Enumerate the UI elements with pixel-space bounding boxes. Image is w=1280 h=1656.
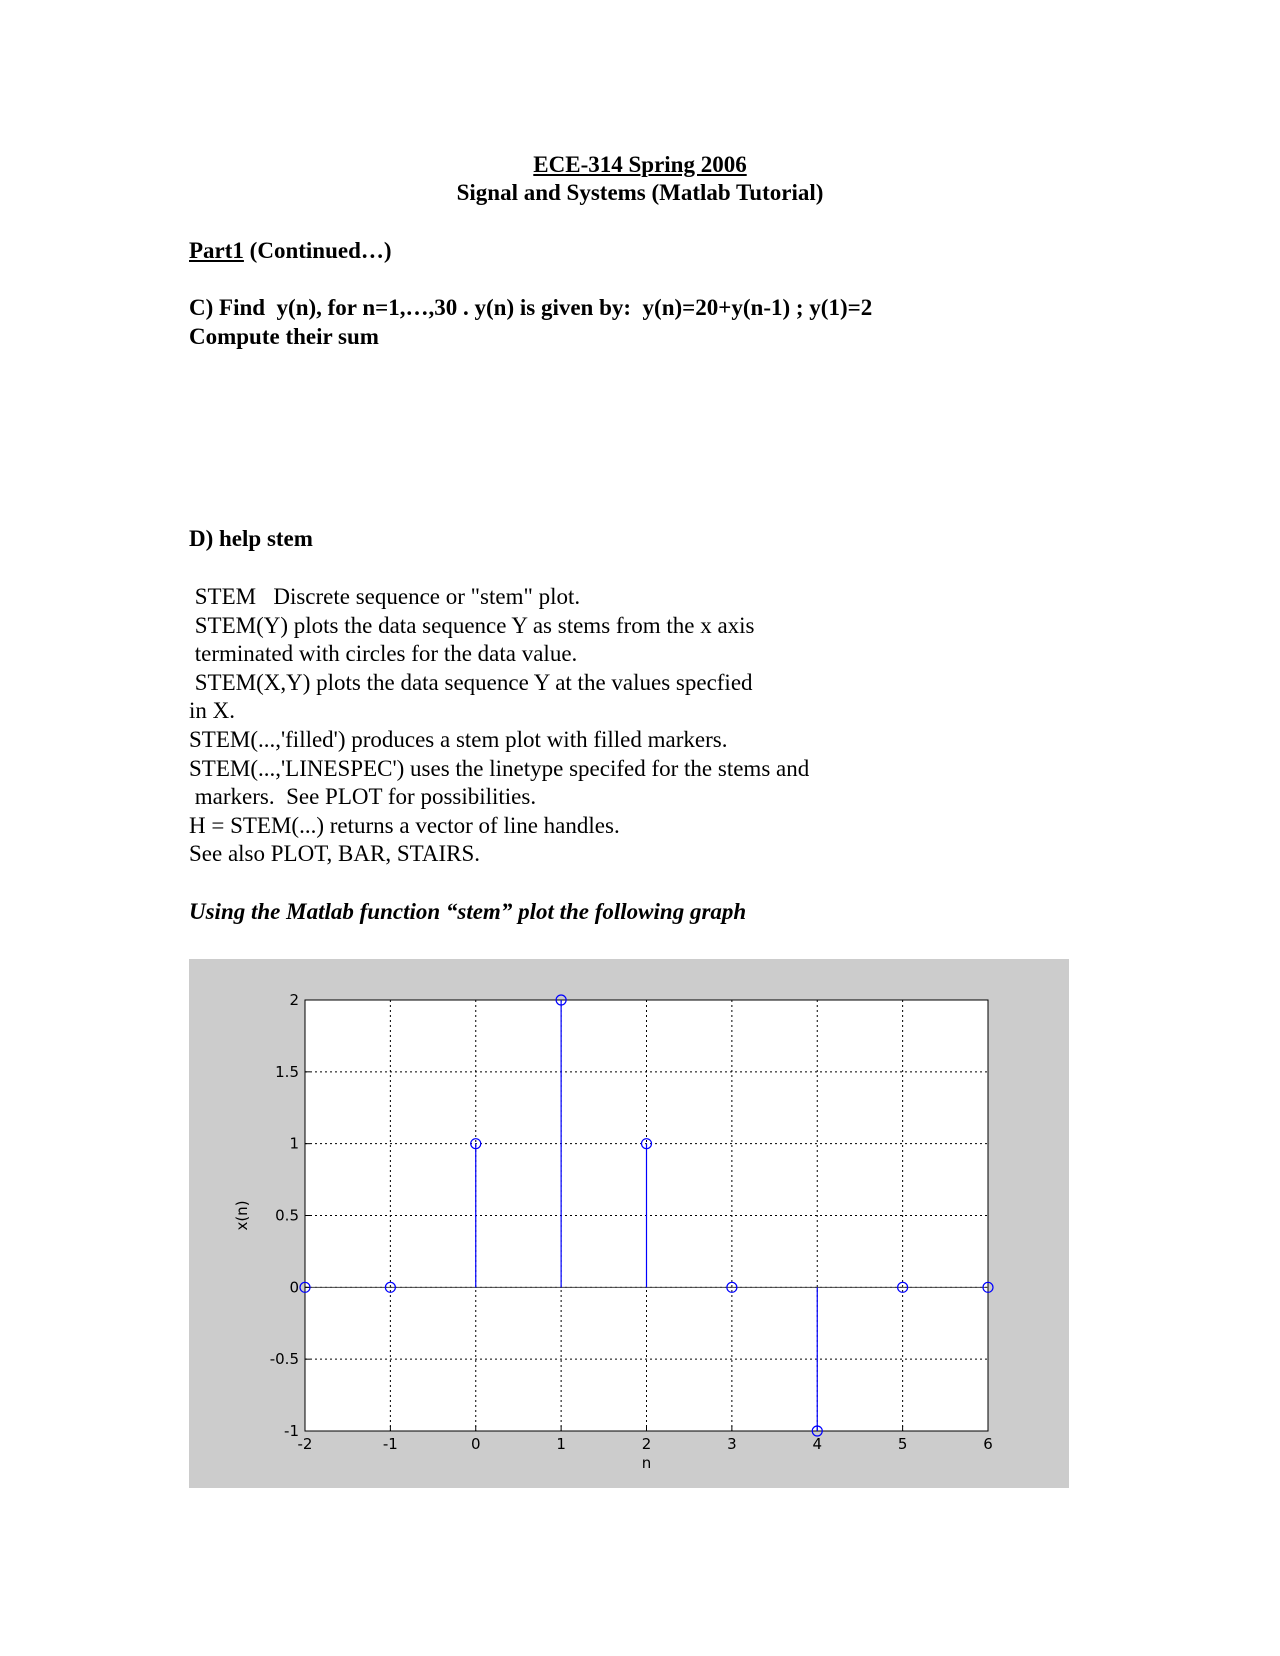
course-title: ECE-314 Spring 2006: [533, 152, 747, 177]
x-tick-label: 4: [812, 1435, 823, 1453]
x-tick-label: -2: [297, 1435, 313, 1453]
document-subtitle: Signal and Systems (Matlab Tutorial): [456, 180, 824, 205]
y-tick-label: 1.5: [275, 1062, 299, 1081]
section-d-heading: D) help stem: [189, 526, 313, 551]
y-tick-label: 0.5: [275, 1206, 299, 1225]
section-c-line-2: Compute their sum: [189, 324, 379, 349]
x-tick-label: -1: [382, 1435, 398, 1453]
section-c-line-1: C) Find y(n), for n=1,…,30 . y(n) is given by: y(n)=20+y(n-1) ; y(1)=2: [189, 295, 873, 320]
y-tick-label: -1: [284, 1422, 299, 1440]
help-line: See also PLOT, BAR, STAIRS.: [189, 841, 480, 866]
x-axis-label: n: [641, 1454, 652, 1472]
part-heading: [189, 237, 392, 265]
help-line: STEM Discrete sequence or "stem" plot.: [189, 584, 581, 609]
help-line: STEM(...,'filled') produces a stem plot with filled markers.: [189, 727, 728, 752]
x-tick-label: 1: [556, 1435, 566, 1453]
y-axis-label: x(n): [233, 1200, 251, 1231]
x-tick-label: 5: [897, 1435, 908, 1453]
help-line: in X.: [189, 698, 235, 723]
y-tick-label: 0: [289, 1278, 299, 1297]
help-line: H = STEM(...) returns a vector of line handles.: [189, 813, 620, 838]
part-label: Part1: [189, 238, 244, 263]
y-tick-label: 1: [289, 1134, 299, 1153]
x-tick-label: 6: [983, 1435, 993, 1453]
help-line: markers. See PLOT for possibilities.: [189, 784, 537, 809]
help-line: terminated with circles for the data value.: [189, 641, 578, 666]
x-tick-label: 0: [470, 1435, 481, 1453]
plot-instruction: Using the Matlab function “stem” plot the following graph: [189, 899, 747, 924]
part-suffix: (Continued…): [243, 238, 392, 263]
help-line: STEM(X,Y) plots the data sequence Y at the values specfied: [189, 670, 753, 695]
stem-plot-svg: [189, 959, 1069, 1488]
x-tick-label: 3: [727, 1435, 737, 1453]
y-tick-label: -0.5: [269, 1350, 299, 1369]
help-line: STEM(...,'LINESPEC') uses the linetype specifed for the stems and: [189, 756, 810, 781]
stem-plot-figure: [189, 959, 1069, 1488]
y-tick-label: 2: [289, 991, 299, 1009]
x-tick-label: 2: [641, 1435, 652, 1453]
help-line: STEM(Y) plots the data sequence Y as stems from the x axis: [189, 613, 755, 638]
